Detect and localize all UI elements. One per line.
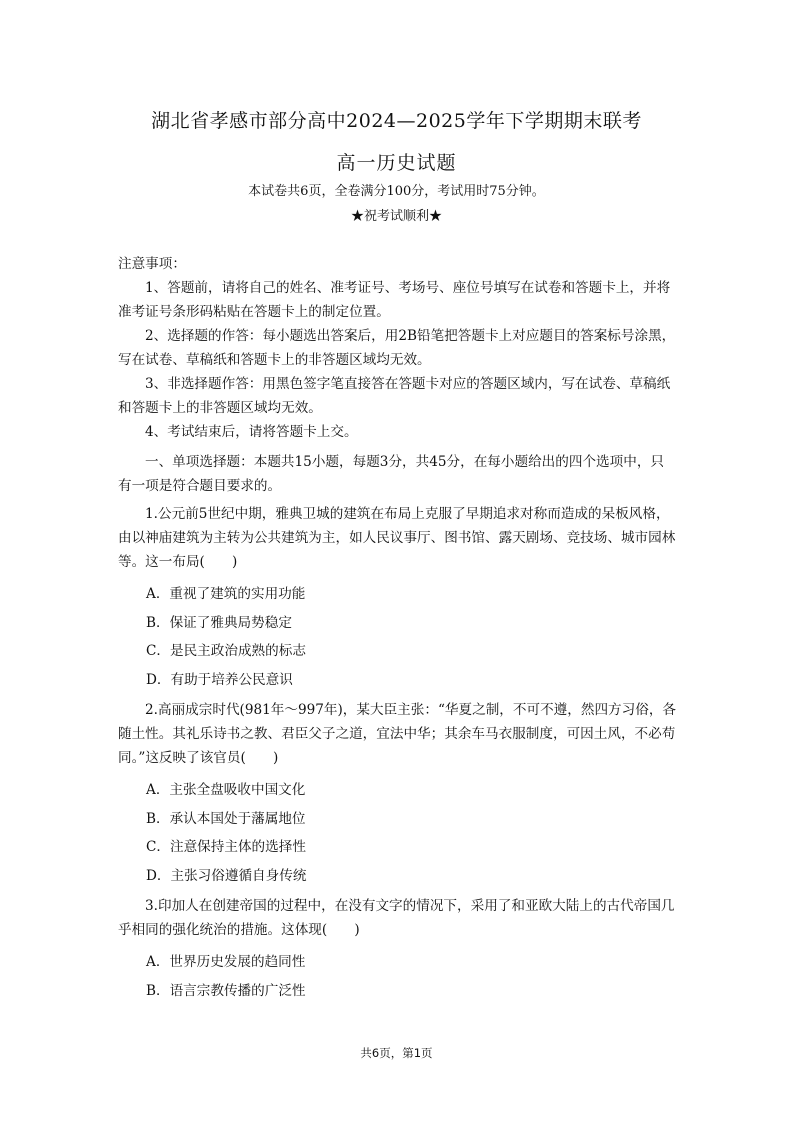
section-instructions: 一、单项选择题：本题共15小题，每题3分，共45分，在每小题给出的四个选项中，只有一项是符合题目要求的。 — [118, 454, 665, 494]
option-a: A．主张全盘吸收中国文化 — [146, 782, 306, 798]
notes-heading: 注意事项： — [118, 256, 186, 272]
question-stem: 1.公元前5世纪中期，雅典卫城的建筑在布局上克服了早期追求对称而造成的呆板风格，由以神庙建筑为主转为公共建筑为主，如人民议事厅、图书馆、露天剧场、竞技场、城市园林等。这一布局( ) — [118, 506, 676, 570]
question-1 — [118, 502, 676, 694]
question-2 — [118, 698, 676, 890]
option-list — [118, 948, 676, 1005]
option-d: D．有助于培养公民意识 — [146, 671, 293, 688]
question-3 — [118, 894, 676, 1005]
option-b: B．承认本国处于藩属地位 — [146, 810, 306, 827]
option-a: A．世界历史发展的趋同性 — [146, 954, 306, 970]
exam-title: 湖北省孝感市部分高中2024—2025学年下学期期末联考 — [151, 110, 642, 132]
exam-subtitle: 高一历史试题 — [336, 152, 457, 174]
exam-info: 本试卷共6页，全卷满分100分，考试用时75分钟。 — [248, 184, 545, 199]
note-item-4: 4、考试结束后，请将答题卡上交。 — [145, 424, 358, 440]
option-d: D．主张习俗遵循自身传统 — [146, 867, 307, 884]
note-item-2: 2、选择题的作答：每小题选出答案后，用2B铅笔把答题卡上对应题目的答案标号涂黑，写在试卷、草稿纸和答题卡上的非答题区域均无效。 — [118, 328, 676, 368]
option-list — [118, 776, 676, 890]
option-list — [118, 580, 676, 694]
section-heading — [118, 450, 676, 498]
note-item-1: 1、答题前，请将自己的姓名、准考证号、考场号、座位号填写在试卷和答题卡上，并将准考证号条形码粘贴在答题卡上的制定位置。 — [118, 280, 671, 320]
question-list — [118, 502, 676, 1009]
option-a: A．重视了建筑的实用功能 — [146, 586, 306, 602]
question-stem: 2.高丽成宗时代(981年～997年)，某大臣主张：“华夏之制，不可不遵，然四方习俗，各随土性。其礼乐诗书之教、君臣父子之道，宜法中华；其余车马衣服制度，可因土风，不必苟同。”这反映了该官员( ) — [118, 702, 677, 766]
option-b: B．语言宗教传播的广泛性 — [146, 982, 306, 999]
notes-list — [118, 276, 676, 444]
option-c: C．注意保持主体的选择性 — [146, 839, 306, 855]
page-footer: 共6页，第1页 — [360, 1046, 433, 1060]
option-c: C．是民主政治成熟的标志 — [146, 643, 306, 659]
exam-wish: ★祝考试顺利★ — [350, 209, 442, 224]
note-item-3: 3、非选择题作答：用黑色签字笔直接答在答题卡对应的答题区域内，写在试卷、草稿纸和答题卡上的非答题区域均无效。 — [118, 376, 671, 416]
question-stem: 3.印加人在创建帝国的过程中，在没有文字的情况下，采用了和亚欧大陆上的古代帝国几乎相同的强化统治的措施。这体现( ) — [118, 898, 675, 938]
option-b: B．保证了雅典局势稳定 — [146, 614, 292, 631]
